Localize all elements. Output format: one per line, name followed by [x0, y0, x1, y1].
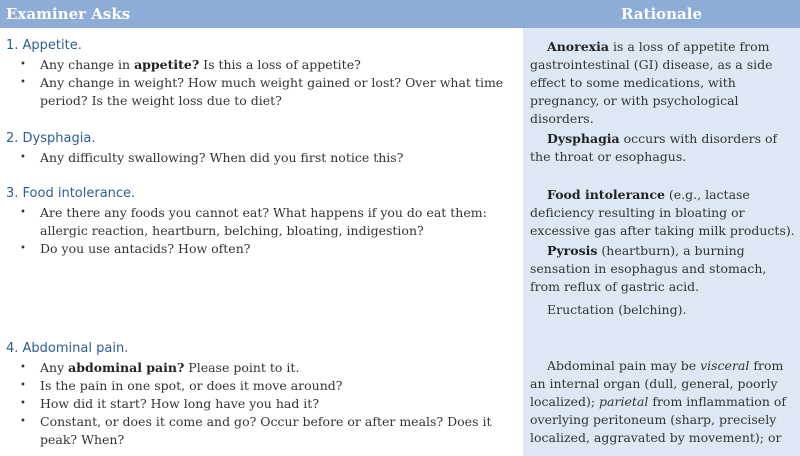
rationale-dysphagia: Dysphagia occurs with disorders of the throat or esophagus.	[530, 131, 778, 164]
bullet-icon: •	[20, 152, 26, 163]
question-item: • Any difficulty swallowing? When did you first notice this?	[20, 150, 404, 165]
rationale-abdominal-pain: Abdominal pain may be visceral from an internal organ (dull, general, poorly localized); parietal from inflammation of overlying peritoneum (sharp, precisely localized, aggravated by movement); or	[530, 358, 786, 445]
question-item: • Any abdominal pain? Please point to it.	[20, 360, 300, 375]
bullet-icon: •	[20, 243, 26, 254]
question-list	[0, 149, 523, 167]
question-item: • Constant, or does it come and go? Occur before or after meals? Does it peak? When?	[20, 414, 492, 447]
bullet-icon: •	[20, 416, 26, 427]
question-list	[0, 359, 523, 449]
bullet-icon: •	[20, 59, 26, 70]
bullet-icon: •	[20, 380, 26, 391]
question-list	[0, 204, 523, 258]
question-item: • Do you use antacids? How often?	[20, 241, 251, 256]
bullet-icon: •	[20, 398, 26, 409]
section-title: 4. Abdominal pain.	[6, 341, 129, 356]
header-rationale: Rationale	[620, 5, 703, 23]
question-list	[0, 56, 523, 110]
bullet-icon: •	[20, 207, 26, 218]
rationale-anorexia: Anorexia is a loss of appetite from gastrointestinal (GI) disease, as a side effect to some medications, with pregnancy, or with psychological disorders.	[530, 39, 773, 126]
header-examiner-asks: Examiner Asks	[6, 5, 131, 23]
table-header	[0, 0, 800, 28]
rationale-eructation: Eructation (belching).	[547, 302, 687, 317]
question-item: • Are there any foods you cannot eat? What happens if you do eat them: allergic reaction, heartburn, belching, bloating, indigestion?	[20, 205, 487, 238]
question-item: • How did it start? How long have you had it?	[20, 396, 320, 411]
question-item: • Any change in weight? How much weight gained or lost? Over what time period? Is the weight loss due to diet?	[20, 75, 504, 108]
section-title: 3. Food intolerance.	[6, 186, 136, 201]
section-title: 2. Dysphagia.	[6, 131, 96, 146]
rationale-pyrosis: Pyrosis (heartburn), a burning sensation in esophagus and stomach, from reflux of gastric acid.	[530, 243, 767, 294]
bullet-icon: •	[20, 362, 26, 373]
section-title: 1. Appetite.	[6, 38, 82, 53]
bullet-icon: •	[20, 77, 26, 88]
question-item: • Any change in appetite? Is this a loss of appetite?	[20, 57, 361, 72]
question-item: • Is the pain in one spot, or does it move around?	[20, 378, 343, 393]
rationale-food-intolerance: Food intolerance (e.g., lactase deficiency resulting in bloating or excessive gas after taking milk products).	[530, 187, 795, 238]
